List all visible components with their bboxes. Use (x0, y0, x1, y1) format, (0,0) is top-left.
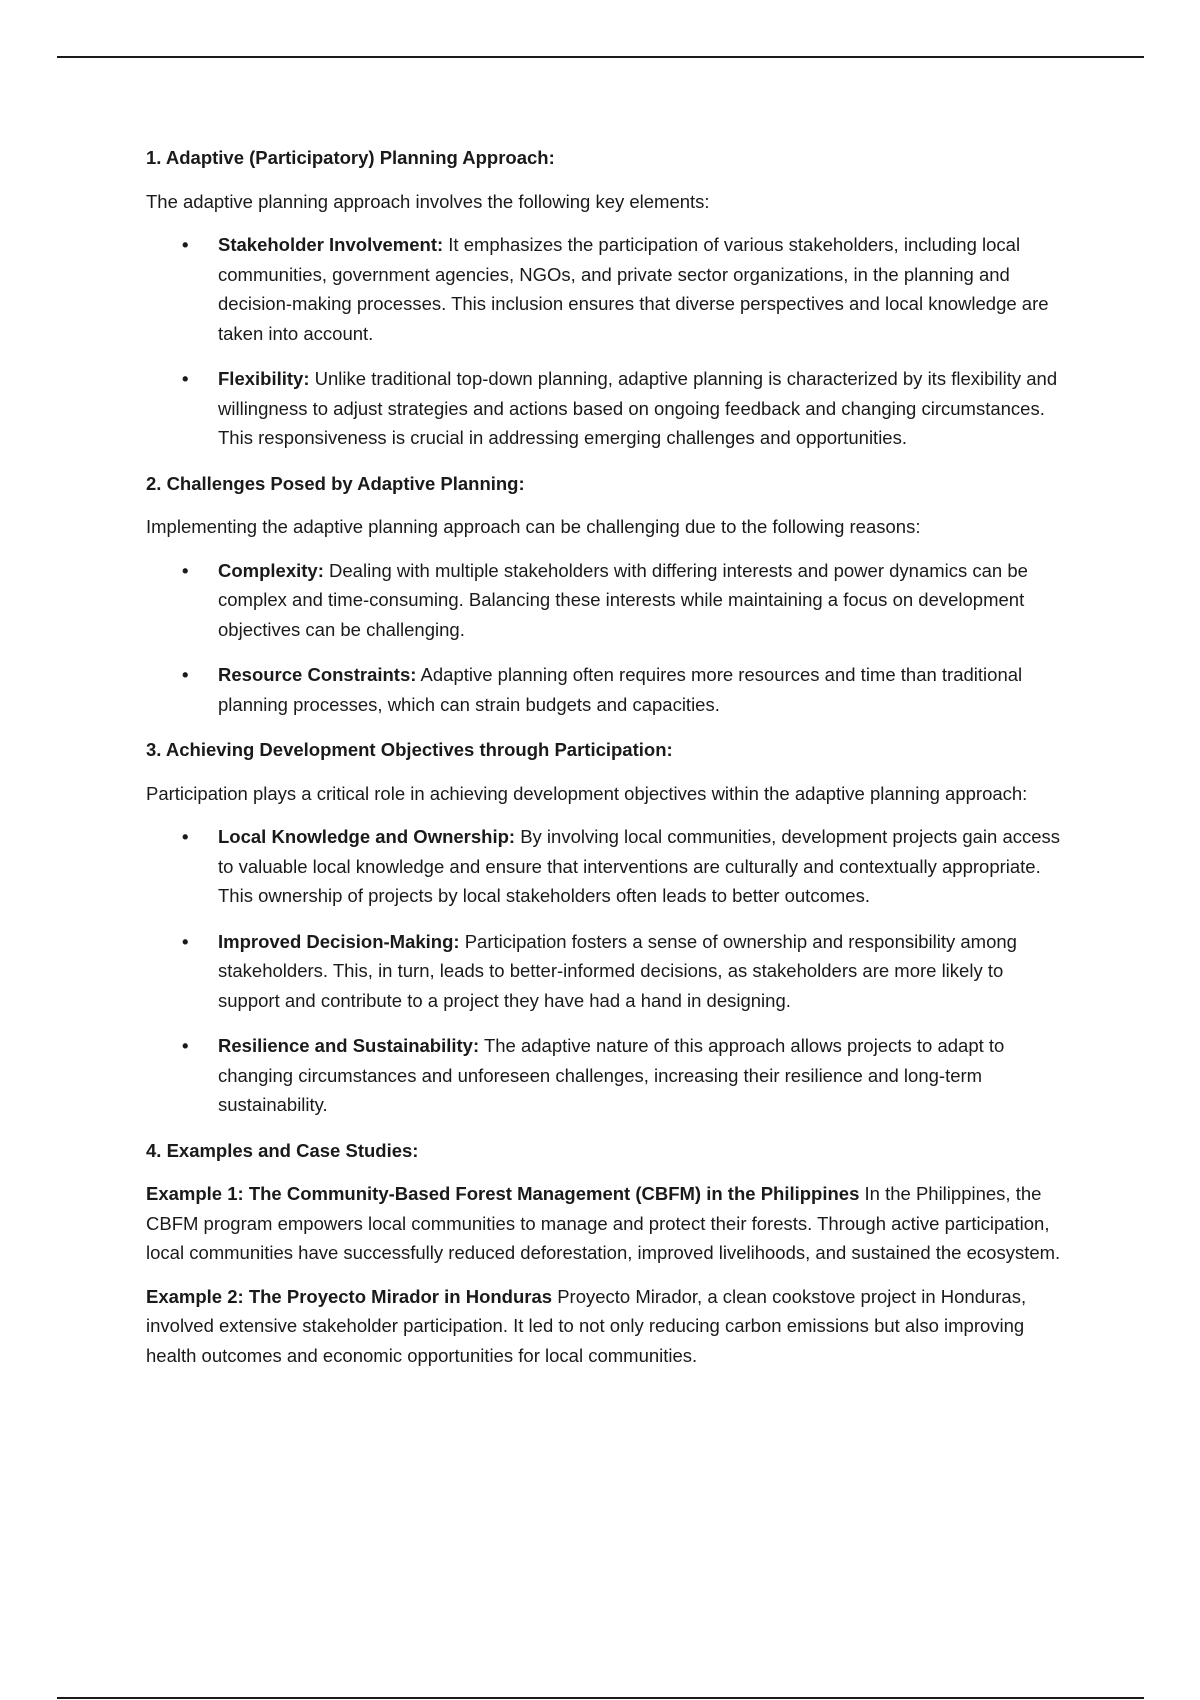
example-paragraph (146, 1282, 1066, 1371)
list-item (146, 927, 1066, 1016)
section-intro: Implementing the adaptive planning approach can be challenging due to the following reasons: (146, 516, 921, 537)
section-intro: The adaptive planning approach involves the following key elements: (146, 190, 710, 212)
bullet-list (146, 556, 1066, 720)
top-rule (57, 56, 1144, 58)
section-challenges (146, 469, 1066, 720)
item-term: Flexibility: (218, 368, 310, 389)
bullet-list (146, 822, 1066, 1120)
section-adaptive-planning (146, 143, 1066, 453)
item-text: Participation fosters a sense of ownership and responsibility among stakeholders. This, in turn, leads to better-informed decisions, as stakeholders are more likely to support and contribute to a project they have had a hand in designing. (218, 930, 1017, 1011)
list-item (146, 1031, 1066, 1120)
item-text: Dealing with multiple stakeholders with differing interests and power dynamics can be complex and time-consuming. Balancing these interests while maintaining a focus on development objectives can be challenging. (218, 559, 1028, 640)
bullet-icon: • (182, 234, 189, 255)
item-term: Resource Constraints: (218, 664, 417, 685)
item-text: Unlike traditional top-down planning, adaptive planning is characterized by its flexibility and willingness to adjust strategies and actions based on ongoing feedback and changing circumstances. This responsiveness is crucial in addressing emerging challenges and opportunities. (218, 368, 1058, 448)
bullet-icon: • (182, 559, 189, 581)
section-intro: Participation plays a critical role in achieving development objectives within the adaptive planning approach: (146, 782, 1028, 804)
section-examples (146, 1136, 1066, 1371)
item-text: The adaptive nature of this approach allows projects to adapt to changing circumstances and unforeseen challenges, increasing their resilience and long-term sustainability. (218, 1035, 1005, 1115)
list-item (146, 822, 1066, 911)
item-text: By involving local communities, development projects gain access to valuable local knowledge and ensure that interventions are culturally and contextually appropriate. This ownership of projects by local stakeholders often leads to better outcomes. (218, 826, 1061, 906)
item-term: Stakeholder Involvement: (218, 234, 444, 255)
section-participation (146, 735, 1066, 1120)
document-body (146, 143, 1066, 1384)
bullet-list (146, 230, 1066, 453)
item-term: Local Knowledge and Ownership: (218, 826, 516, 847)
item-text: Adaptive planning often requires more resources and time than traditional planning processes, which can strain budgets and capacities. (218, 664, 1023, 715)
example-paragraph (146, 1179, 1066, 1268)
bullet-icon: • (182, 930, 189, 952)
bullet-icon: • (182, 368, 189, 389)
item-term: Improved Decision-Making: (218, 930, 460, 952)
section-heading: 3. Achieving Development Objectives through Participation: (146, 739, 673, 760)
bullet-icon: • (182, 664, 189, 685)
item-term: Resilience and Sustainability: (218, 1035, 480, 1056)
bottom-rule (57, 1697, 1144, 1699)
example-text: Proyecto Mirador, a clean cookstove project in Honduras, involved extensive stakeholder participation. It led to not only reducing carbon emissions but also improving health outcomes and economic opportunities for local communities. (146, 1285, 1027, 1366)
list-item (146, 660, 1066, 719)
item-text: It emphasizes the participation of various stakeholders, including local communities, government agencies, NGOs, and private sector organizations, in the planning and decision-making processes. This inclusion ensures that diverse perspectives and local knowledge are taken into account. (218, 234, 1049, 344)
bullet-icon: • (182, 826, 189, 847)
list-item (146, 364, 1066, 453)
list-item (146, 556, 1066, 645)
list-item (146, 230, 1066, 348)
example-title: Example 2: The Proyecto Mirador in Honduras (146, 1285, 553, 1307)
section-heading: 2. Challenges Posed by Adaptive Planning: (146, 472, 525, 494)
section-heading: 1. Adaptive (Participatory) Planning Approach: (146, 147, 555, 168)
example-text: In the Philippines, the CBFM program empowers local communities to manage and protect their forests. Through active participation, local communities have successfully reduced deforestation, improved livelihoods, and sustained the ecosystem. (146, 1183, 1061, 1263)
bullet-icon: • (182, 1035, 189, 1056)
item-term: Complexity: (218, 559, 324, 581)
example-title: Example 1: The Community-Based Forest Management (CBFM) in the Philippines (146, 1183, 860, 1204)
section-heading: 4. Examples and Case Studies: (146, 1139, 419, 1161)
